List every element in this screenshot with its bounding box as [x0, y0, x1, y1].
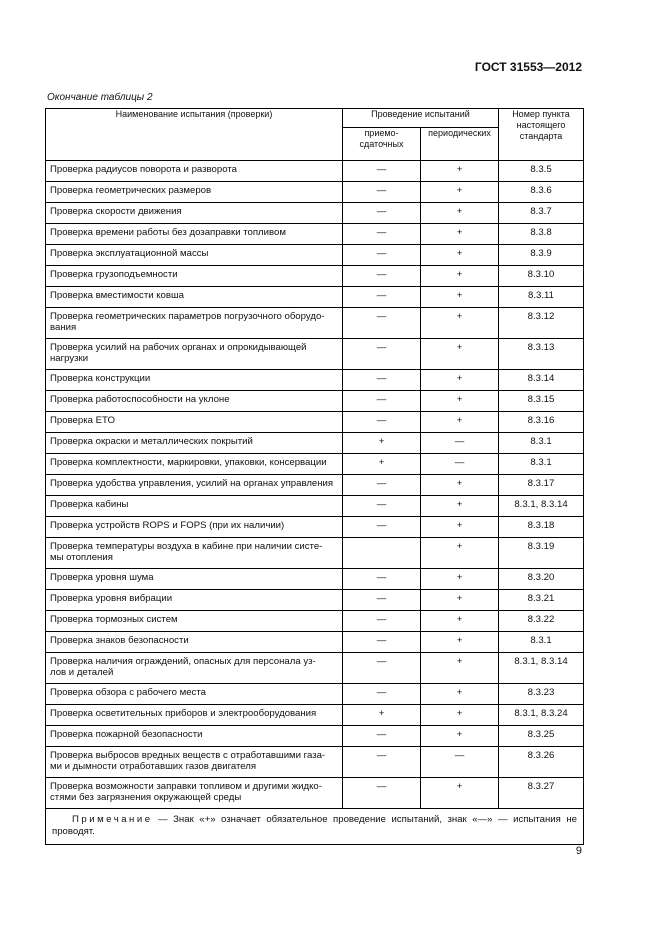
row-acceptance-mark: —: [343, 517, 421, 538]
row-periodic-mark: +: [421, 161, 499, 182]
row-clause-number: 8.3.22: [499, 611, 584, 632]
table-row: [46, 287, 584, 308]
row-test-name: Проверка тормозных систем: [46, 611, 343, 632]
row-test-name: Проверка удобства управления, усилий на органах управления: [46, 475, 343, 496]
row-clause-number: 8.3.10: [499, 266, 584, 287]
row-periodic-mark: +: [421, 705, 499, 726]
row-test-name: Проверка выбросов вредных веществ с отработавшими газа- ми и дымности отработавших газов двигателя: [46, 747, 343, 778]
table-row: [46, 653, 584, 684]
row-clause-number: 8.3.11: [499, 287, 584, 308]
row-acceptance-mark: —: [343, 569, 421, 590]
row-periodic-mark: —: [421, 433, 499, 454]
row-acceptance-mark: —: [343, 632, 421, 653]
row-test-name: Проверка температуры воздуха в кабине при наличии систе- мы отопления: [46, 538, 343, 569]
row-periodic-mark: +: [421, 182, 499, 203]
row-periodic-mark: +: [421, 653, 499, 684]
row-acceptance-mark: —: [343, 245, 421, 266]
row-clause-number: 8.3.1, 8.3.14: [499, 496, 584, 517]
row-test-name: Проверка времени работы без дозаправки топливом: [46, 224, 343, 245]
header-acceptance: приемо- сдаточных: [343, 128, 421, 161]
table-row: [46, 726, 584, 747]
row-test-name: Проверка пожарной безопасности: [46, 726, 343, 747]
table-row: [46, 266, 584, 287]
row-periodic-mark: +: [421, 412, 499, 433]
table-note: [46, 809, 584, 845]
row-test-name: Проверка знаков безопасности: [46, 632, 343, 653]
row-clause-number: 8.3.1, 8.3.24: [499, 705, 584, 726]
table-row: [46, 412, 584, 433]
row-acceptance-mark: +: [343, 454, 421, 475]
row-acceptance-mark: +: [343, 705, 421, 726]
row-acceptance-mark: [343, 538, 421, 569]
row-test-name: Проверка уровня вибрации: [46, 590, 343, 611]
row-acceptance-mark: +: [343, 433, 421, 454]
row-test-name: Проверка осветительных приборов и электрооборудования: [46, 705, 343, 726]
row-acceptance-mark: —: [343, 339, 421, 370]
row-test-name: Проверка радиусов поворота и разворота: [46, 161, 343, 182]
row-clause-number: 8.3.27: [499, 778, 584, 809]
table-row: [46, 496, 584, 517]
table-row: [46, 517, 584, 538]
table-row: [46, 308, 584, 339]
row-periodic-mark: +: [421, 339, 499, 370]
row-acceptance-mark: —: [343, 747, 421, 778]
row-clause-number: 8.3.1, 8.3.14: [499, 653, 584, 684]
row-periodic-mark: —: [421, 454, 499, 475]
row-test-name: Проверка кабины: [46, 496, 343, 517]
row-periodic-mark: +: [421, 569, 499, 590]
row-test-name: Проверка эксплуатационной массы: [46, 245, 343, 266]
row-periodic-mark: +: [421, 287, 499, 308]
table-row: [46, 475, 584, 496]
table-row: [46, 747, 584, 778]
row-clause-number: 8.3.5: [499, 161, 584, 182]
row-clause-number: 8.3.7: [499, 203, 584, 224]
row-acceptance-mark: —: [343, 412, 421, 433]
row-acceptance-mark: —: [343, 496, 421, 517]
row-periodic-mark: +: [421, 726, 499, 747]
tests-table: [45, 108, 584, 845]
row-clause-number: 8.3.1: [499, 632, 584, 653]
row-test-name: Проверка уровня шума: [46, 569, 343, 590]
row-test-name: Проверка грузоподъемности: [46, 266, 343, 287]
table-row: [46, 454, 584, 475]
note-text: — Знак «+» означает обязательное проведение испытаний, знак «—» — испытания не проводят.: [52, 814, 577, 837]
row-clause-number: 8.3.16: [499, 412, 584, 433]
table-row: [46, 182, 584, 203]
row-test-name: Проверка вместимости ковша: [46, 287, 343, 308]
row-acceptance-mark: —: [343, 308, 421, 339]
row-acceptance-mark: —: [343, 778, 421, 809]
row-acceptance-mark: —: [343, 266, 421, 287]
row-periodic-mark: +: [421, 778, 499, 809]
row-clause-number: 8.3.25: [499, 726, 584, 747]
row-clause-number: 8.3.12: [499, 308, 584, 339]
row-periodic-mark: +: [421, 391, 499, 412]
row-acceptance-mark: —: [343, 161, 421, 182]
row-periodic-mark: +: [421, 266, 499, 287]
row-clause-number: 8.3.19: [499, 538, 584, 569]
table-row: [46, 569, 584, 590]
row-clause-number: 8.3.21: [499, 590, 584, 611]
table-row: [46, 224, 584, 245]
row-periodic-mark: +: [421, 590, 499, 611]
document-code: ГОСТ 31553—2012: [474, 60, 582, 74]
row-test-name: Проверка комплектности, маркировки, упаковки, консервации: [46, 454, 343, 475]
table-row: [46, 245, 584, 266]
row-acceptance-mark: —: [343, 475, 421, 496]
row-test-name: Проверка ЕТО: [46, 412, 343, 433]
table-row: [46, 705, 584, 726]
table-row: [46, 370, 584, 391]
row-clause-number: 8.3.9: [499, 245, 584, 266]
row-clause-number: 8.3.15: [499, 391, 584, 412]
table-row: [46, 590, 584, 611]
row-periodic-mark: +: [421, 496, 499, 517]
row-test-name: Проверка геометрических размеров: [46, 182, 343, 203]
row-clause-number: 8.3.13: [499, 339, 584, 370]
row-periodic-mark: +: [421, 224, 499, 245]
row-acceptance-mark: —: [343, 653, 421, 684]
row-acceptance-mark: —: [343, 611, 421, 632]
row-clause-number: 8.3.1: [499, 433, 584, 454]
header-periodic: периодических: [421, 128, 499, 161]
row-periodic-mark: +: [421, 611, 499, 632]
table-row: [46, 778, 584, 809]
page-number: 9: [575, 845, 582, 857]
row-acceptance-mark: —: [343, 684, 421, 705]
table-row: [46, 203, 584, 224]
row-clause-number: 8.3.14: [499, 370, 584, 391]
row-periodic-mark: +: [421, 370, 499, 391]
row-periodic-mark: +: [421, 203, 499, 224]
row-periodic-mark: +: [421, 517, 499, 538]
table-row: [46, 632, 584, 653]
row-periodic-mark: +: [421, 245, 499, 266]
row-acceptance-mark: —: [343, 590, 421, 611]
table-row: [46, 433, 584, 454]
row-test-name: Проверка окраски и металлических покрытий: [46, 433, 343, 454]
row-clause-number: 8.3.6: [499, 182, 584, 203]
row-clause-number: 8.3.8: [499, 224, 584, 245]
table-row: [46, 161, 584, 182]
row-test-name: Проверка усилий на рабочих органах и опрокидывающей нагрузки: [46, 339, 343, 370]
row-periodic-mark: +: [421, 308, 499, 339]
table-caption: Окончание таблицы 2: [47, 92, 153, 103]
table-row: [46, 684, 584, 705]
row-clause-number: 8.3.23: [499, 684, 584, 705]
header-test-name: Наименование испытания (проверки): [46, 109, 343, 161]
row-acceptance-mark: —: [343, 287, 421, 308]
row-test-name: Проверка возможности заправки топливом и другими жидко- стями без загрязнения окружающей среды: [46, 778, 343, 809]
row-acceptance-mark: —: [343, 182, 421, 203]
row-acceptance-mark: —: [343, 203, 421, 224]
row-clause-number: 8.3.1: [499, 454, 584, 475]
header-clause-number: Номер пункта настоящего стандарта: [499, 109, 584, 161]
row-test-name: Проверка наличия ограждений, опасных для персонала уз- лов и деталей: [46, 653, 343, 684]
row-periodic-mark: +: [421, 538, 499, 569]
row-test-name: Проверка геометрических параметров погрузочного оборудо- вания: [46, 308, 343, 339]
row-test-name: Проверка обзора с рабочего места: [46, 684, 343, 705]
row-clause-number: 8.3.17: [499, 475, 584, 496]
row-acceptance-mark: —: [343, 370, 421, 391]
row-periodic-mark: +: [421, 632, 499, 653]
row-periodic-mark: —: [421, 747, 499, 778]
row-clause-number: 8.3.26: [499, 747, 584, 778]
table-row: [46, 611, 584, 632]
table-row: [46, 538, 584, 569]
row-acceptance-mark: —: [343, 726, 421, 747]
table-row: [46, 339, 584, 370]
row-periodic-mark: +: [421, 475, 499, 496]
row-clause-number: 8.3.20: [499, 569, 584, 590]
row-test-name: Проверка работоспособности на уклоне: [46, 391, 343, 412]
row-acceptance-mark: —: [343, 391, 421, 412]
note-label: Примечание: [72, 814, 153, 825]
row-periodic-mark: +: [421, 684, 499, 705]
row-test-name: Проверка скорости движения: [46, 203, 343, 224]
row-clause-number: 8.3.18: [499, 517, 584, 538]
row-test-name: Проверка конструкции: [46, 370, 343, 391]
header-tests-conducted: Проведение испытаний: [343, 109, 499, 128]
row-acceptance-mark: —: [343, 224, 421, 245]
row-test-name: Проверка устройств ROPS и FOPS (при их наличии): [46, 517, 343, 538]
table-row: [46, 391, 584, 412]
